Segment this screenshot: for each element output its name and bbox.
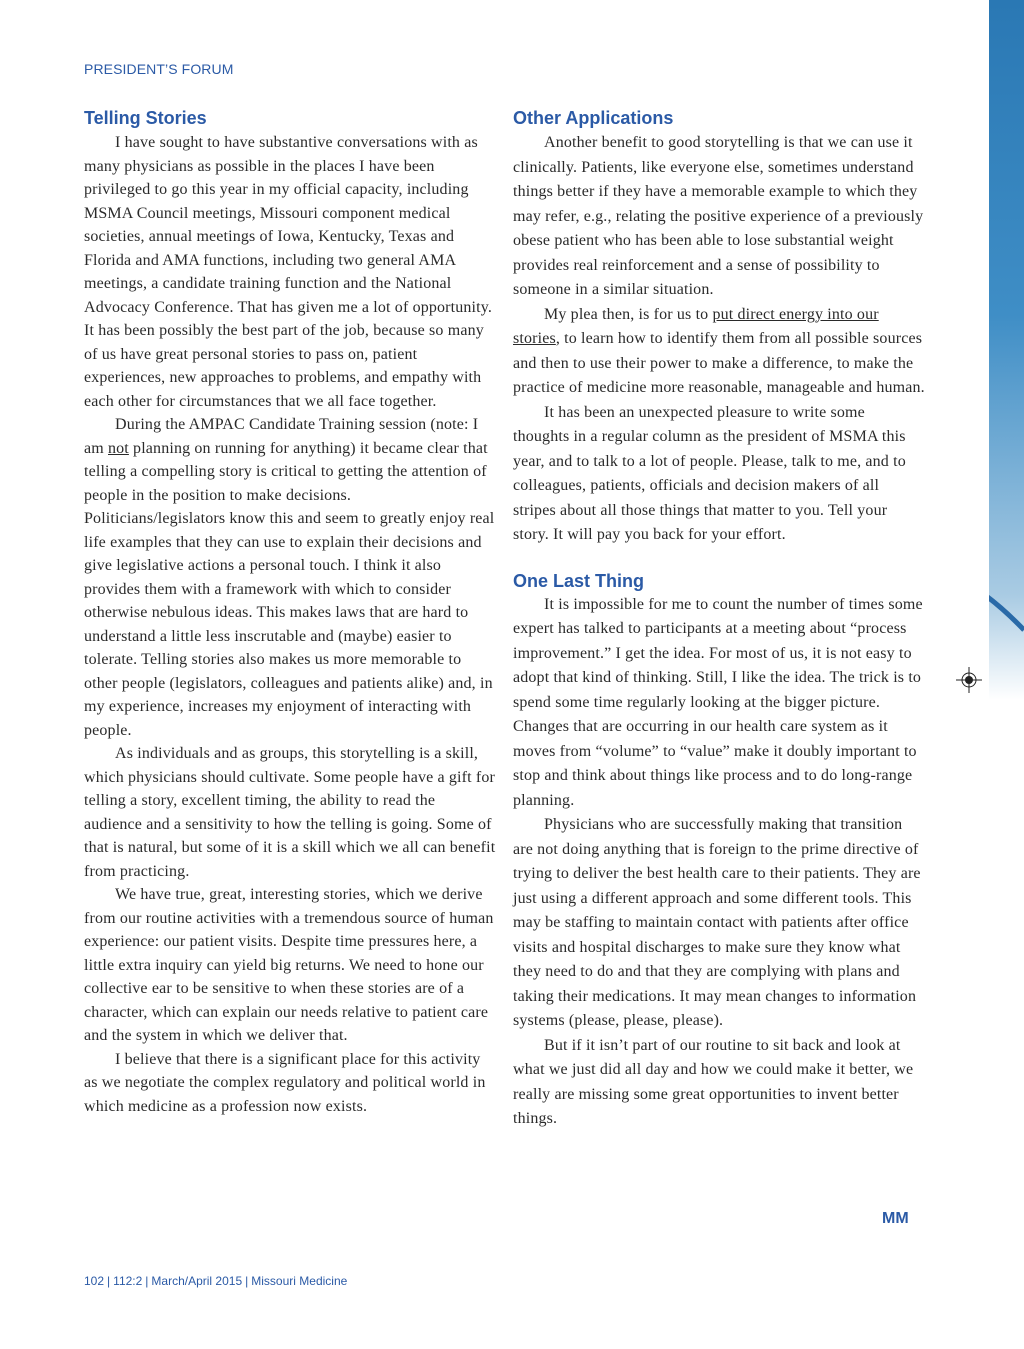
- issue-date: March/April 2015: [151, 1274, 243, 1288]
- journal-name: Missouri Medicine: [251, 1274, 348, 1288]
- paragraph: I have sought to have substantive conversations with as many physicians as possible in the places I have been privileged to go this year in my official capacity, including MSMA Council meetings, Missouri component medical societies, annual meetings of Iowa, Kentucky, Texas and Florida and AMA functions, including two general AMA meetings, a candidate training function and the National Advocacy Conference. That has given me a lot of opportunity.: [84, 134, 492, 316]
- paragraph: I believe that there is a significant place for this activity as we negotiate the complex regulatory and political world in which medicine as a profession now exists.: [84, 1050, 486, 1115]
- paragraph: Physicians who are successfully making that transition are not doing anything that is foreign to the prime directive of trying to deliver the best health care to their patients. They are just using a different approach and some different tools. This may be staffing to maintain contact with patients after office visits and hospital discharges to make sure they know what they need to do and that they are complying with plans and taking their medications. It may mean changes to information systems (please, please, please).: [513, 816, 921, 1029]
- paragraph-plea: My plea then, is for us to put direct energy into our stories, to learn how to identify them from all possible sources and then to use their power to make a difference, to make the practice of medicine more reasonable, manageable and human.: [513, 305, 925, 396]
- page-number: 102: [84, 1274, 105, 1288]
- footer: 102 | 112:2 | March/April 2015 | Missouri Medicine: [84, 1274, 348, 1288]
- issue-number: 112:2: [113, 1274, 143, 1288]
- paragraph: As individuals and as groups, this storytelling is a skill, which physicians should cultivate. Some people have a gift for telling a story, excellent timing, the ability to read the audience and a sensitivity to how the telling is going. Some of that is natural, but some of it is a skill which we all can benefit from practicing.: [84, 745, 496, 880]
- paragraph: It has been possibly the best part of the job, because so many of us have great personal stories to pass on, patient experiences, new approaches to problems, and empathy with each other for circumstances that we all face together.: [84, 322, 484, 410]
- heading-telling-stories: Telling Stories: [84, 108, 207, 128]
- edge-swoosh: [985, 0, 1024, 700]
- heading-other-applications: Other Applications: [513, 108, 674, 128]
- section-label: PRESIDENT’S FORUM: [84, 61, 234, 77]
- underlined-phrase: put direct energy into our stories: [513, 305, 879, 347]
- paragraph: Another benefit to good storytelling is that we can use it clinically. Patients, like everyone else, sometimes understand things better if they have a memorable example to which they may refer, e.g., relating the positive experience of a previously obese patient who has been able to lose substantial weight provides real reinforcement and a sense of possibility to someone in a similar situation.: [513, 134, 924, 298]
- underlined-word: not: [108, 439, 129, 457]
- right-column: [513, 106, 925, 1132]
- signoff-mark: MM: [882, 1210, 909, 1227]
- heading-one-last-thing: One Last Thing: [513, 570, 645, 591]
- paragraph: But if it isn’t part of our routine to sit back and look at what we just did all day and how we could make it better, we really are missing some great opportunities to invent better things.: [513, 1036, 914, 1127]
- registration-mark-icon: [956, 667, 982, 693]
- paragraph: It has been an unexpected pleasure to write some thoughts in a regular column as the president of MSMA this year, and to talk to a lot of people. Please, talk to me, and to colleagues, patients, officials and decision makers of all stripes about all those things that matter to you. Tell your story. It will pay you back for your effort.: [513, 403, 906, 543]
- left-column: [84, 106, 496, 1118]
- paragraph-ampac: During the AMPAC Candidate Training session (note: I am not planning on running for anything) it became clear that telling a compelling story is critical to getting the attention of people in the position to make decisions. Politicians/legislators know this and seem to greatly enjoy real life examples that they can use to explain their decisions and give legislative actions a personal touch. I think it also provides them with a framework with which to consider otherwise nebulous ideas. This makes laws that are hard to understand a little less inscrutable and (maybe) easier to tolerate. Telling stories also makes us more memorable to other people (legislators, colleagues and patients alike) and, in my experience, increases my enjoyment of interacting with people.: [84, 416, 495, 739]
- paragraph: It is impossible for me to count the number of times some expert has talked to participants at a meeting about “process improvement.” I get the idea. For most of us, it is not easy to adopt that kind of thinking. Still, I like the idea. The trick is to spend some time regularly looking at the bigger picture. Changes that are occurring in our health care system as it moves from “volume” to “value” make it doubly important to stop and think about things like process and to do long-range planning.: [513, 595, 923, 809]
- paragraph: We have true, great, interesting stories, which we derive from our routine activities with a tremendous source of human experience: our patient visits. Despite time pressures here, a little extra inquiry can yield big returns. We need to hone our collective ear to be sensitive to when these stories are of a character, which can explain our needs relative to patient care and the system in which we deliver that.: [84, 886, 494, 1044]
